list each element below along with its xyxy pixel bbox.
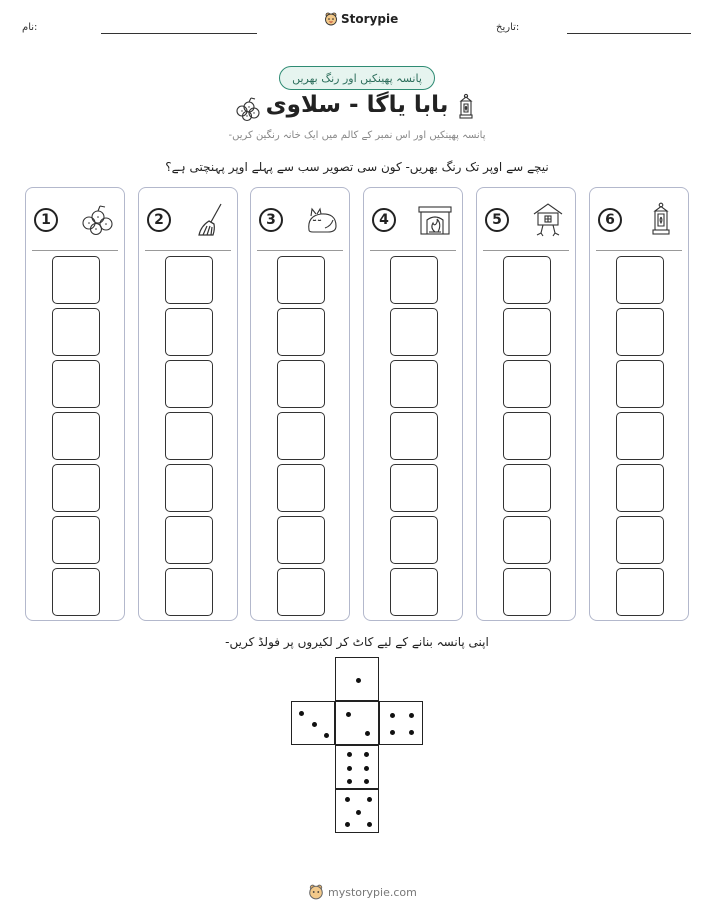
subtitle: پانسہ پھینکیں اور اس نمبر کے کالم میں ایک خانہ رنگین کریں- [228,130,486,141]
color-cell [390,464,438,512]
color-cell [52,464,100,512]
sleeping-cat-icon [303,202,341,238]
column-6 [589,187,689,621]
dice-pip [356,810,361,815]
dice-pip [299,711,304,716]
column-divider [370,250,456,251]
color-cell [390,360,438,408]
column-divider [145,250,231,251]
color-cell [277,360,325,408]
column-number: 4 [372,208,396,232]
color-cell [503,568,551,616]
column-divider [257,250,343,251]
dice-pip [365,731,370,736]
dice-face [335,657,379,701]
color-cell [277,516,325,564]
color-cell [277,256,325,304]
footer [308,884,417,900]
color-cell [503,308,551,356]
storypie-logo-icon [324,12,338,26]
dice-face [379,701,423,745]
berries-icon [78,202,116,238]
color-cell [616,412,664,460]
date-line [567,33,691,34]
color-cell [165,256,213,304]
dice-pip [356,678,361,683]
color-cell [616,256,664,304]
color-cell [616,360,664,408]
dice-pip [390,730,395,735]
name-line [101,33,257,34]
column-divider [483,250,569,251]
column-divider [596,250,682,251]
color-cell [52,516,100,564]
color-cell [165,360,213,408]
color-cell [52,308,100,356]
dice-pip [347,766,352,771]
column-number: 2 [147,208,171,232]
color-cell [277,568,325,616]
color-cell [503,464,551,512]
color-cell [503,412,551,460]
dice-pip [367,822,372,827]
color-cell [52,360,100,408]
dice-pip [345,822,350,827]
broom-icon [191,202,229,238]
color-cell [165,464,213,512]
dice-pip [364,766,369,771]
page-title: بابا یاگا - سلاوی [265,92,449,118]
color-cell [503,516,551,564]
color-cell [390,308,438,356]
column-number: 5 [485,208,509,232]
dice-pip [390,713,395,718]
color-cell [616,308,664,356]
name-label: نام: [22,22,38,33]
dice-face [335,789,379,833]
color-cell [277,412,325,460]
dice-pip [345,797,350,802]
hut-on-chicken-legs-icon [529,202,567,238]
column-number: 1 [34,208,58,232]
storypie-logo-icon [308,884,324,900]
color-cell [616,464,664,512]
color-cell [165,308,213,356]
dice-pip [324,733,329,738]
dice-pip [364,752,369,757]
color-cell [52,412,100,460]
color-cell [277,308,325,356]
color-cell [616,568,664,616]
color-cell [52,256,100,304]
dice-pip [347,752,352,757]
dice-pip [364,779,369,784]
dice-pip [409,730,414,735]
brand [324,12,398,26]
color-cell [390,256,438,304]
color-cell [165,568,213,616]
lantern-icon [452,93,480,121]
column-4 [363,187,463,621]
question: نیچے سے اوپر تک رنگ بھریں- کون سی تصویر سب سے پہلے اوپر پہنچتی ہے؟ [165,160,549,174]
color-cell [52,568,100,616]
lantern-icon [642,202,680,238]
column-5 [476,187,576,621]
dice-face [335,701,379,745]
date-label: تاریخ: [496,22,520,33]
color-cell [277,464,325,512]
color-cell [390,516,438,564]
color-cell [390,568,438,616]
color-cell [390,412,438,460]
column-divider [32,250,118,251]
fireplace-icon [416,202,454,238]
color-cell [165,516,213,564]
column-3 [250,187,350,621]
dice-pip [409,713,414,718]
brand-name: Storypie [341,12,399,26]
cut-instruction: اپنی پانسہ بنانے کے لیے کاٹ کر لکیروں پر فولڈ کریں- [225,635,489,649]
color-cell [503,360,551,408]
color-cell [616,516,664,564]
column-2 [138,187,238,621]
dice-pip [312,722,317,727]
dice-pip [367,797,372,802]
dice-face [335,745,379,789]
color-cell [503,256,551,304]
color-cell [165,412,213,460]
activity-pill: پانسہ پھینکیں اور رنگ بھریں [279,66,435,90]
dice-pip [347,779,352,784]
column-number: 3 [259,208,283,232]
footer-url[interactable]: mystorypie.com [328,885,417,899]
dice-pip [346,712,351,717]
dice-face [291,701,335,745]
column-1 [25,187,125,621]
column-number: 6 [598,208,622,232]
